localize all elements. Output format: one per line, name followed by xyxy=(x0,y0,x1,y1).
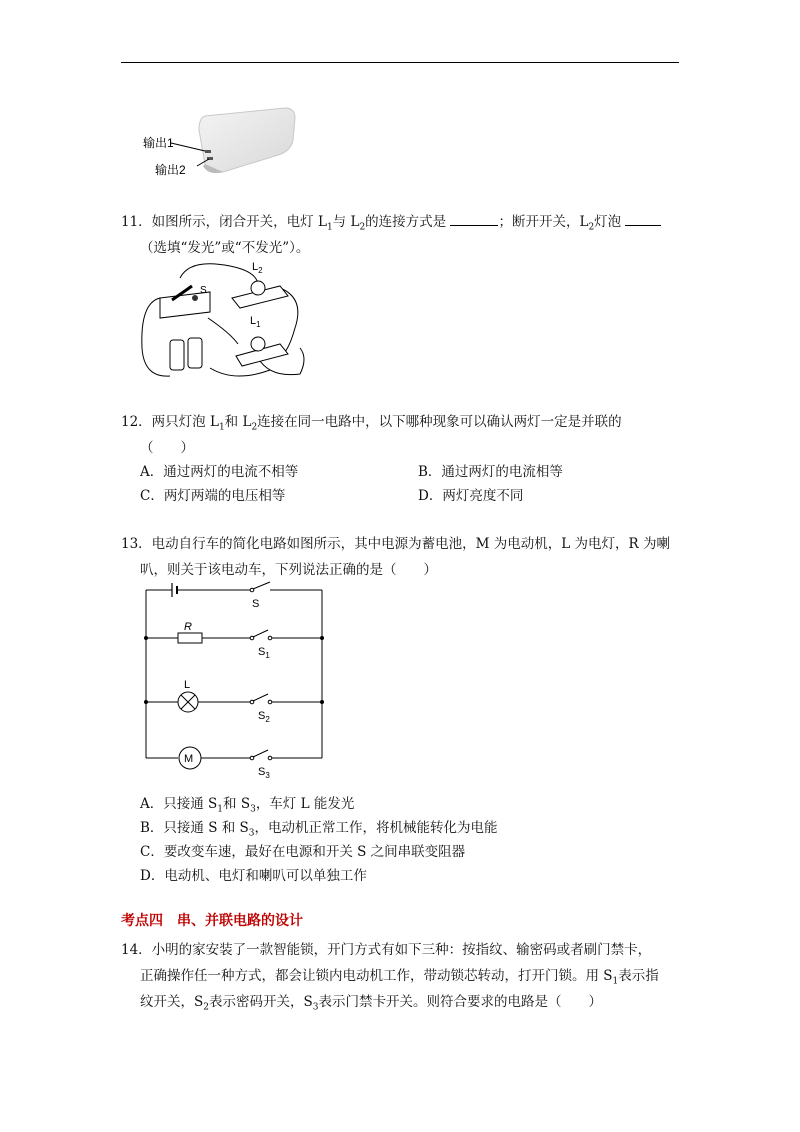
q14-line3: 纹开关，$S_2$表示密码开关，$S_3$表示门禁卡开关。则符合要求的电路是（ ） xyxy=(140,994,602,1013)
q11-blank-2[interactable] xyxy=(625,211,661,226)
q13-option-b[interactable]: B．只接通 S 和 $S_3$，电动机正常工作，将机械能转化为电能 xyxy=(140,820,498,839)
section-heading: 考点四 串、并联电路的设计 xyxy=(121,913,303,929)
header-rule xyxy=(121,62,679,63)
q12-line2: （ ） xyxy=(140,440,194,456)
q13-option-d[interactable]: D．电动机、电灯和喇叭可以单独工作 xyxy=(140,868,367,884)
q11-line1: 11．如图所示，闭合开关，电灯 $L_1$与 $L_2$的连接方式是 ；断开开关，$L_2$灯泡 xyxy=(121,210,661,233)
output1-label: 输出1 xyxy=(143,136,174,150)
q13-s2-label: $S_2$ xyxy=(258,710,270,724)
q13-r-label: R xyxy=(184,621,192,633)
q13-s1-label: $S_1$ xyxy=(258,646,270,660)
q11-line2: （选填“发光”或“不发光”）。 xyxy=(140,240,310,256)
q11-l2-label: $L_2$ xyxy=(252,261,263,275)
q11-blank-1[interactable] xyxy=(450,211,498,226)
q12-option-d[interactable]: D．两灯亮度不同 xyxy=(418,488,524,504)
powerbank-figure xyxy=(125,100,310,190)
q12-option-b[interactable]: B．通过两灯的电流相等 xyxy=(418,464,563,480)
q13-l-label: L xyxy=(184,679,191,691)
q12-option-a[interactable]: A．通过两灯的电流不相等 xyxy=(140,464,299,480)
output2-label: 输出2 xyxy=(155,163,186,177)
q14-line1: 14．小明的家安装了一款智能锁，开门方式有如下三种：按指纹、输密码或者刷门禁卡， xyxy=(121,942,652,958)
q12-line1: 12．两只灯泡 $L_1$和 $L_2$连接在同一电路中，以下哪种现象可以确认两灯一定是并联的 xyxy=(121,414,622,433)
q13-s3-label: $S_3$ xyxy=(258,766,270,780)
q11-l1-label: $L_1$ xyxy=(250,315,261,329)
q13-option-a[interactable]: A．只接通 $S_1$和 $S_3$，车灯 L 能发光 xyxy=(140,796,355,815)
q14-line2: 正确操作任一种方式，都会让锁内电动机工作，带动锁芯转动，打开门锁。用 $S_1$表示指 xyxy=(140,968,659,987)
q13-s-label: S xyxy=(252,598,260,610)
q12-option-c[interactable]: C．两灯两端的电压相等 xyxy=(140,488,286,504)
q13-option-c[interactable]: C．要改变车速，最好在电源和开关 S 之间串联变阻器 xyxy=(140,844,466,860)
q13-line2: 叭，则关于该电动车，下列说法正确的是（ ） xyxy=(140,562,437,578)
q11-switch-label: S xyxy=(200,285,207,296)
q13-m-label: M xyxy=(184,753,194,765)
q13-line1: 13．电动自行车的简化电路如图所示，其中电源为蓄电池，M 为电动机，L 为电灯，R 为喇 xyxy=(121,536,671,552)
q13-circuit-figure xyxy=(140,580,330,780)
q11-circuit-figure xyxy=(130,258,310,386)
